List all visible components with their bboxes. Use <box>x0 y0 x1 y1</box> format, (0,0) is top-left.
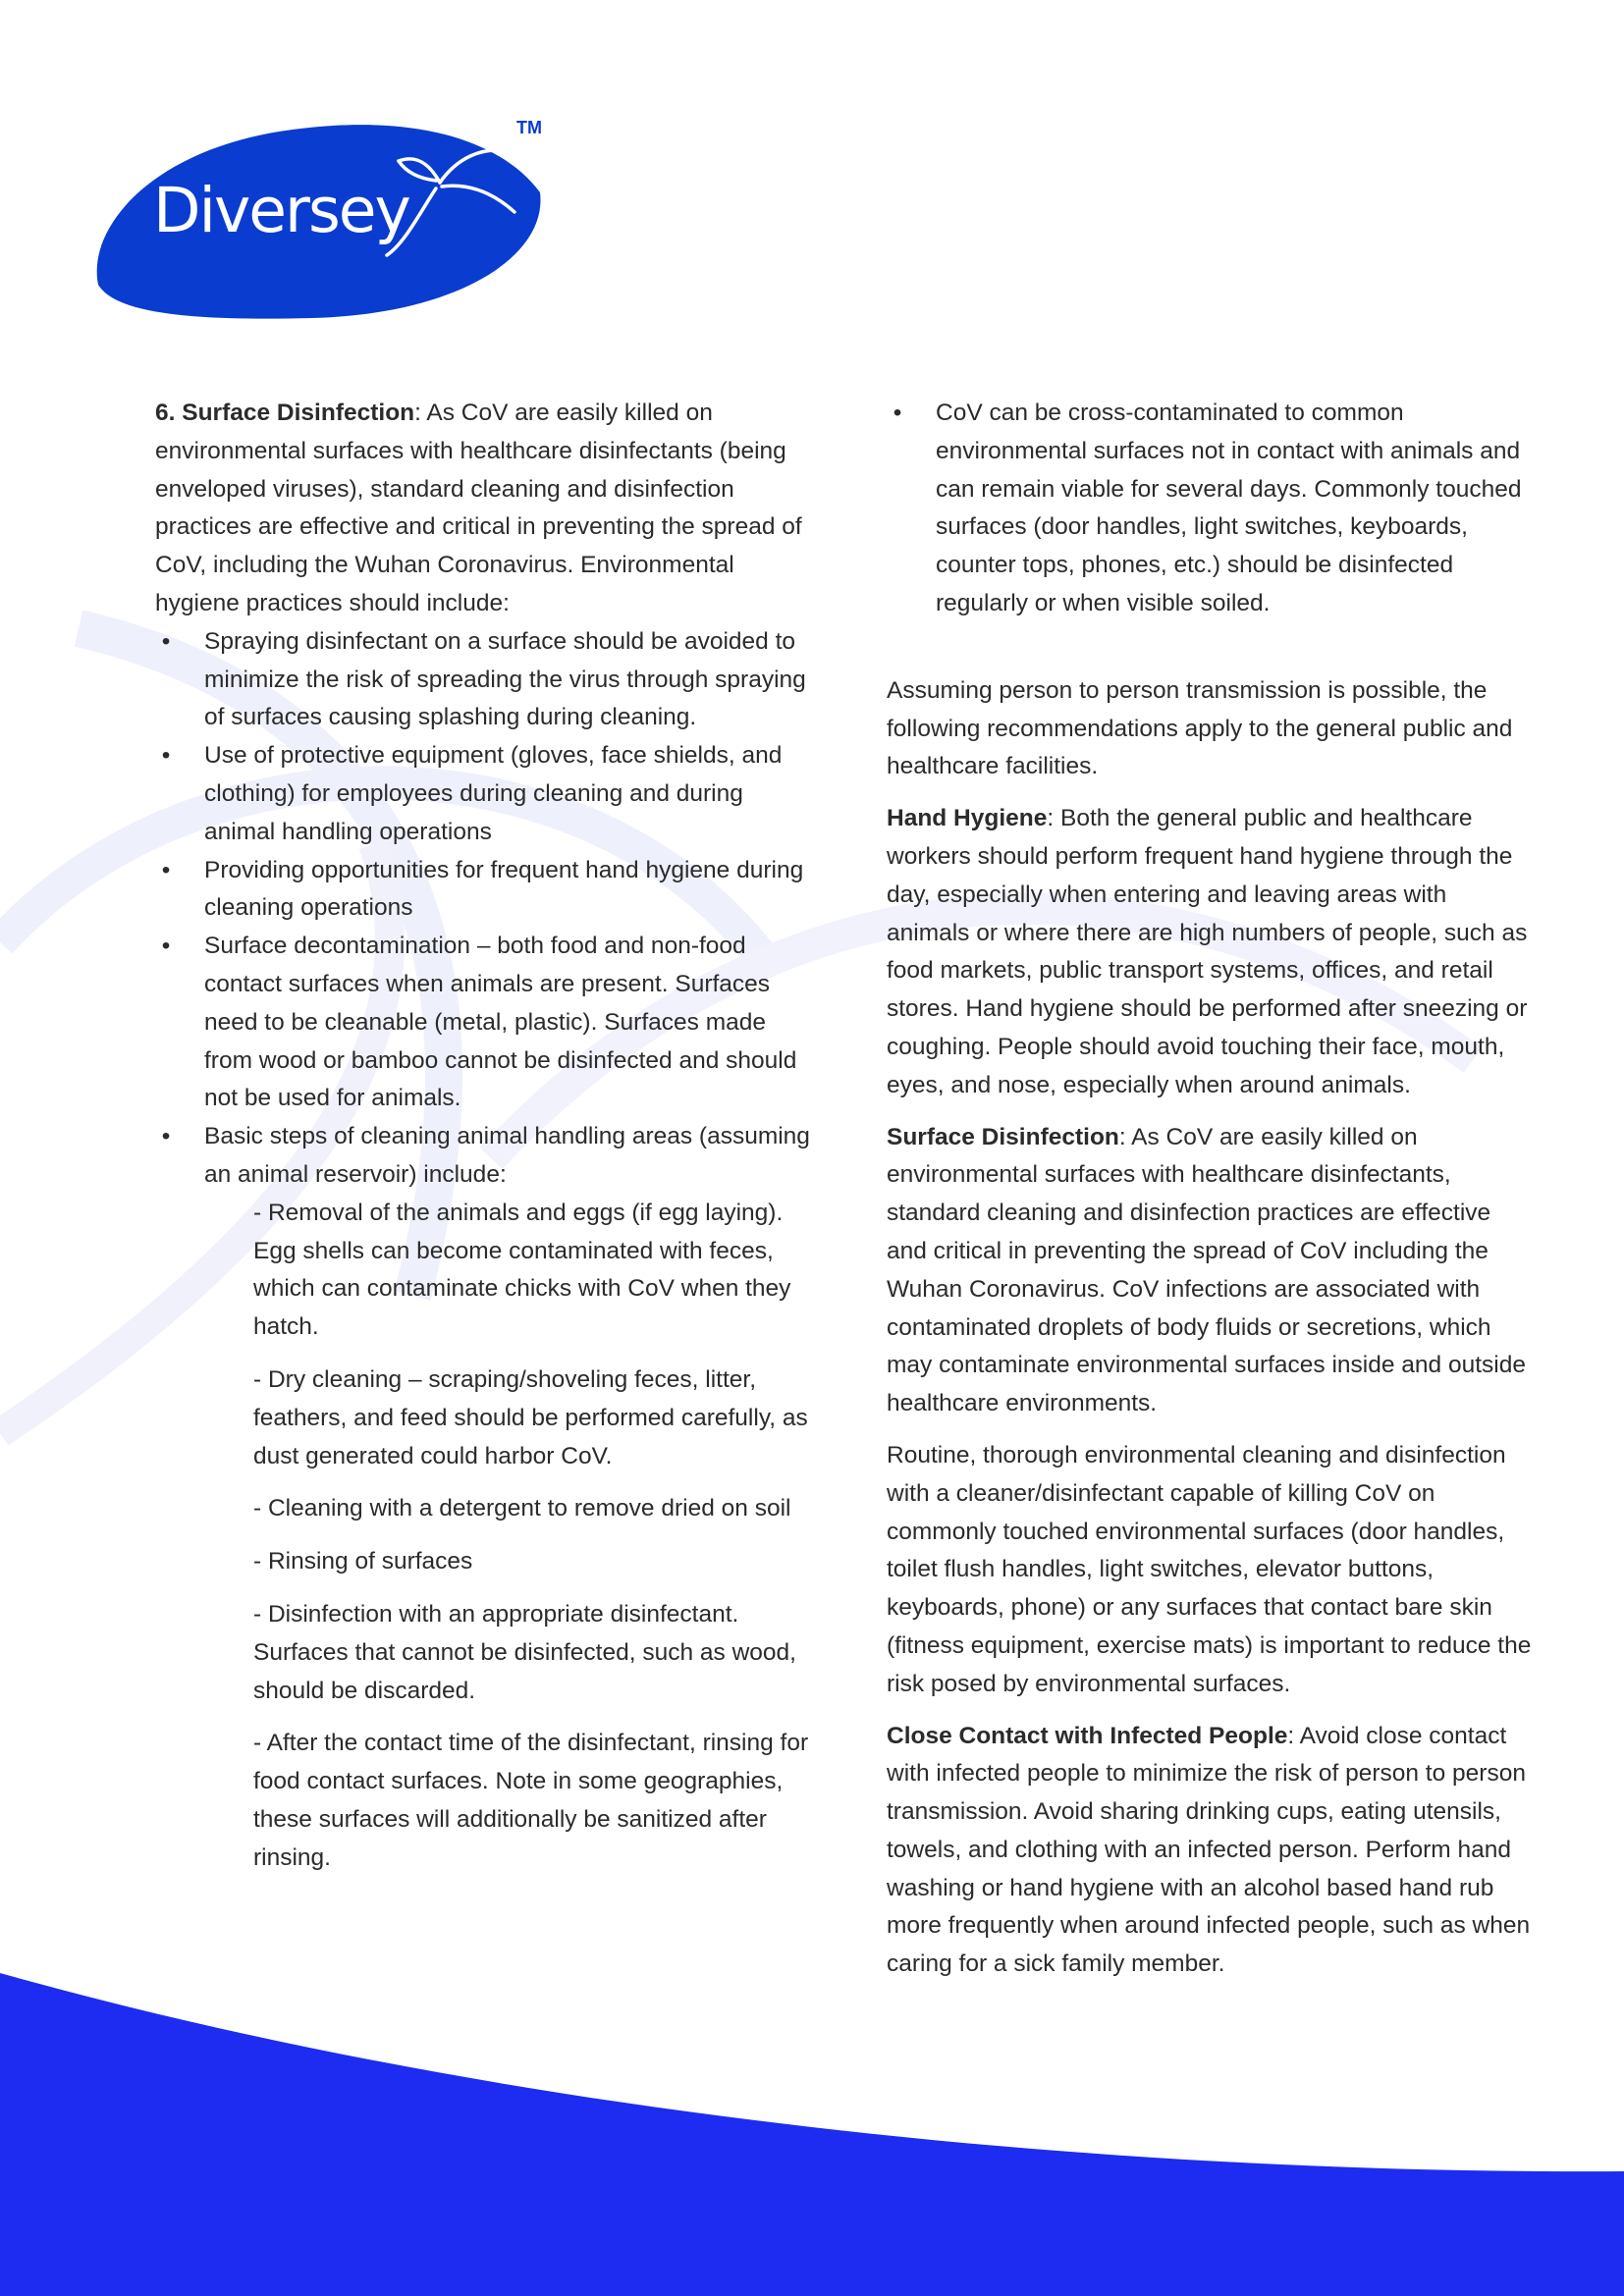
bullet-icon: • <box>161 742 171 770</box>
bullet-icon: • <box>893 400 902 426</box>
lead-paragraph: Assuming person to person transmission is possible, the following recommendations apply to the general public and healthcare facilities. <box>887 676 1513 780</box>
intro-paragraph <box>155 395 819 623</box>
bullet-icon: • <box>161 856 171 883</box>
left-column <box>155 395 819 1892</box>
right-column <box>887 395 1535 1998</box>
surface-disinfection-paragraph: Surface Disinfection: As CoV are easily killed on environmental surfaces with healthcare disinfectants, standard cleaning and disinfection practices are effective and critical in preventing the spread of CoV including the Wuhan Coronavirus. CoV infections are associated with contaminated droplets of body fluids or secretions, which may contaminate environmental surfaces inside and outside healthcare environments. <box>887 1123 1526 1417</box>
hand-hygiene-paragraph: Hand Hygiene: Both the general public and healthcare workers should perform frequent hand hygiene through the day, especially when entering and leaving areas with animals or where there are high numbers of people, such as food markets, public transport systems, offices, and retail stores. Hand hygiene should be performed after sneezing or coughing. People should avoid touching their face, mouth, eyes, and nose, especially when around animals. <box>887 805 1528 1098</box>
surface-disinfection-heading: Surface Disinfection <box>887 1123 1119 1150</box>
step-item: - Disinfection with an appropriate disinfectant. Surfaces that cannot be disinfected, such as wood, should be discarded. <box>253 1600 796 1704</box>
routine-cleaning-paragraph: Routine, thorough environmental cleaning and disinfection with a cleaner/disinfectant capable of killing CoV on commonly touched environmental surfaces (door handles, toilet flush handles, light switches, elevator buttons, keyboards, phone) or any surfaces that contact bare skin (fitness equipment, exercise mats) is important to reduce the risk posed by environmental surfaces. <box>887 1441 1532 1697</box>
list-item: • CoV can be cross-contaminated to common environmental surfaces not in contact with animals and can remain viable for several days. Commonly touched surfaces (door handles, light switches, keyboards, counter tops, phones, etc.) should be disinfected regularly or when visible soiled. <box>887 395 1535 623</box>
bullet-icon: • <box>161 933 171 960</box>
practices-list <box>155 623 819 1195</box>
list-item: • Use of protective equipment (gloves, face shields, and clothing) for employees during cleaning and during animal handling operations <box>155 737 819 851</box>
bullet-icon: • <box>161 627 171 655</box>
step-item: - Cleaning with a detergent to remove dried on soil <box>253 1495 791 1522</box>
step-item: - Removal of the animals and eggs (if egg laying). Egg shells can become contaminated with feces, which can contaminate chicks with CoV when they hatch. <box>253 1199 791 1341</box>
cleaning-steps <box>253 1195 819 1878</box>
bullet-icon: • <box>161 1123 171 1150</box>
list-item: • Basic steps of cleaning animal handling areas (assuming an animal reservoir) include: <box>155 1118 819 1195</box>
intro-text: : As CoV are easily killed on environmental surfaces with healthcare disinfectants (being enveloped viruses), standard cleaning and disinfection practices are effective and critical in preventing the spread of CoV, including the Wuhan Coronavirus. Environmental hygiene practices should include: <box>155 400 802 616</box>
step-item: - After the contact time of the disinfectant, rinsing for food contact surfaces. Note in some geographies, these surfaces will additionally be sanitized after rinsing. <box>253 1730 809 1871</box>
step-item: - Rinsing of surfaces <box>253 1548 473 1575</box>
list-item: • Surface decontamination – both food and non-food contact surfaces when animals are present. Surfaces need to be cleanable (metal, plastic). Surfaces made from wood or bamboo cannot be disinfected and should not be used for animals. <box>155 928 819 1118</box>
list-item: • Spraying disinfectant on a surface should be avoided to minimize the risk of spreading the virus through spraying of surfaces causing splashing during cleaning. <box>155 623 819 737</box>
close-contact-paragraph: Close Contact with Infected People: Avoid close contact with infected people to minimize the risk of person to person transmission. Avoid sharing drinking cups, eating utensils, towels, and clothing with an infected person. Perform hand washing or hand hygiene with an alcohol based hand rub more frequently when around infected people, such as when caring for a sick family member. <box>887 1722 1531 1978</box>
intro-heading: 6. Surface Disinfection <box>155 400 415 426</box>
hand-hygiene-heading: Hand Hygiene <box>887 805 1048 832</box>
footer-wave-graphic <box>0 1953 1624 2296</box>
close-contact-heading: Close Contact with Infected People <box>887 1722 1288 1749</box>
list-item: • Providing opportunities for frequent hand hygiene during cleaning operations <box>155 852 819 929</box>
trademark-symbol: TM <box>516 118 542 137</box>
cross-contamination-list <box>887 395 1535 623</box>
logo-wordmark: Diversey <box>153 175 409 246</box>
diversey-logo <box>86 118 558 322</box>
step-item: - Dry cleaning – scraping/shoveling feces, litter, feathers, and feed should be performed carefully, as dust generated could harbor CoV. <box>253 1365 808 1469</box>
